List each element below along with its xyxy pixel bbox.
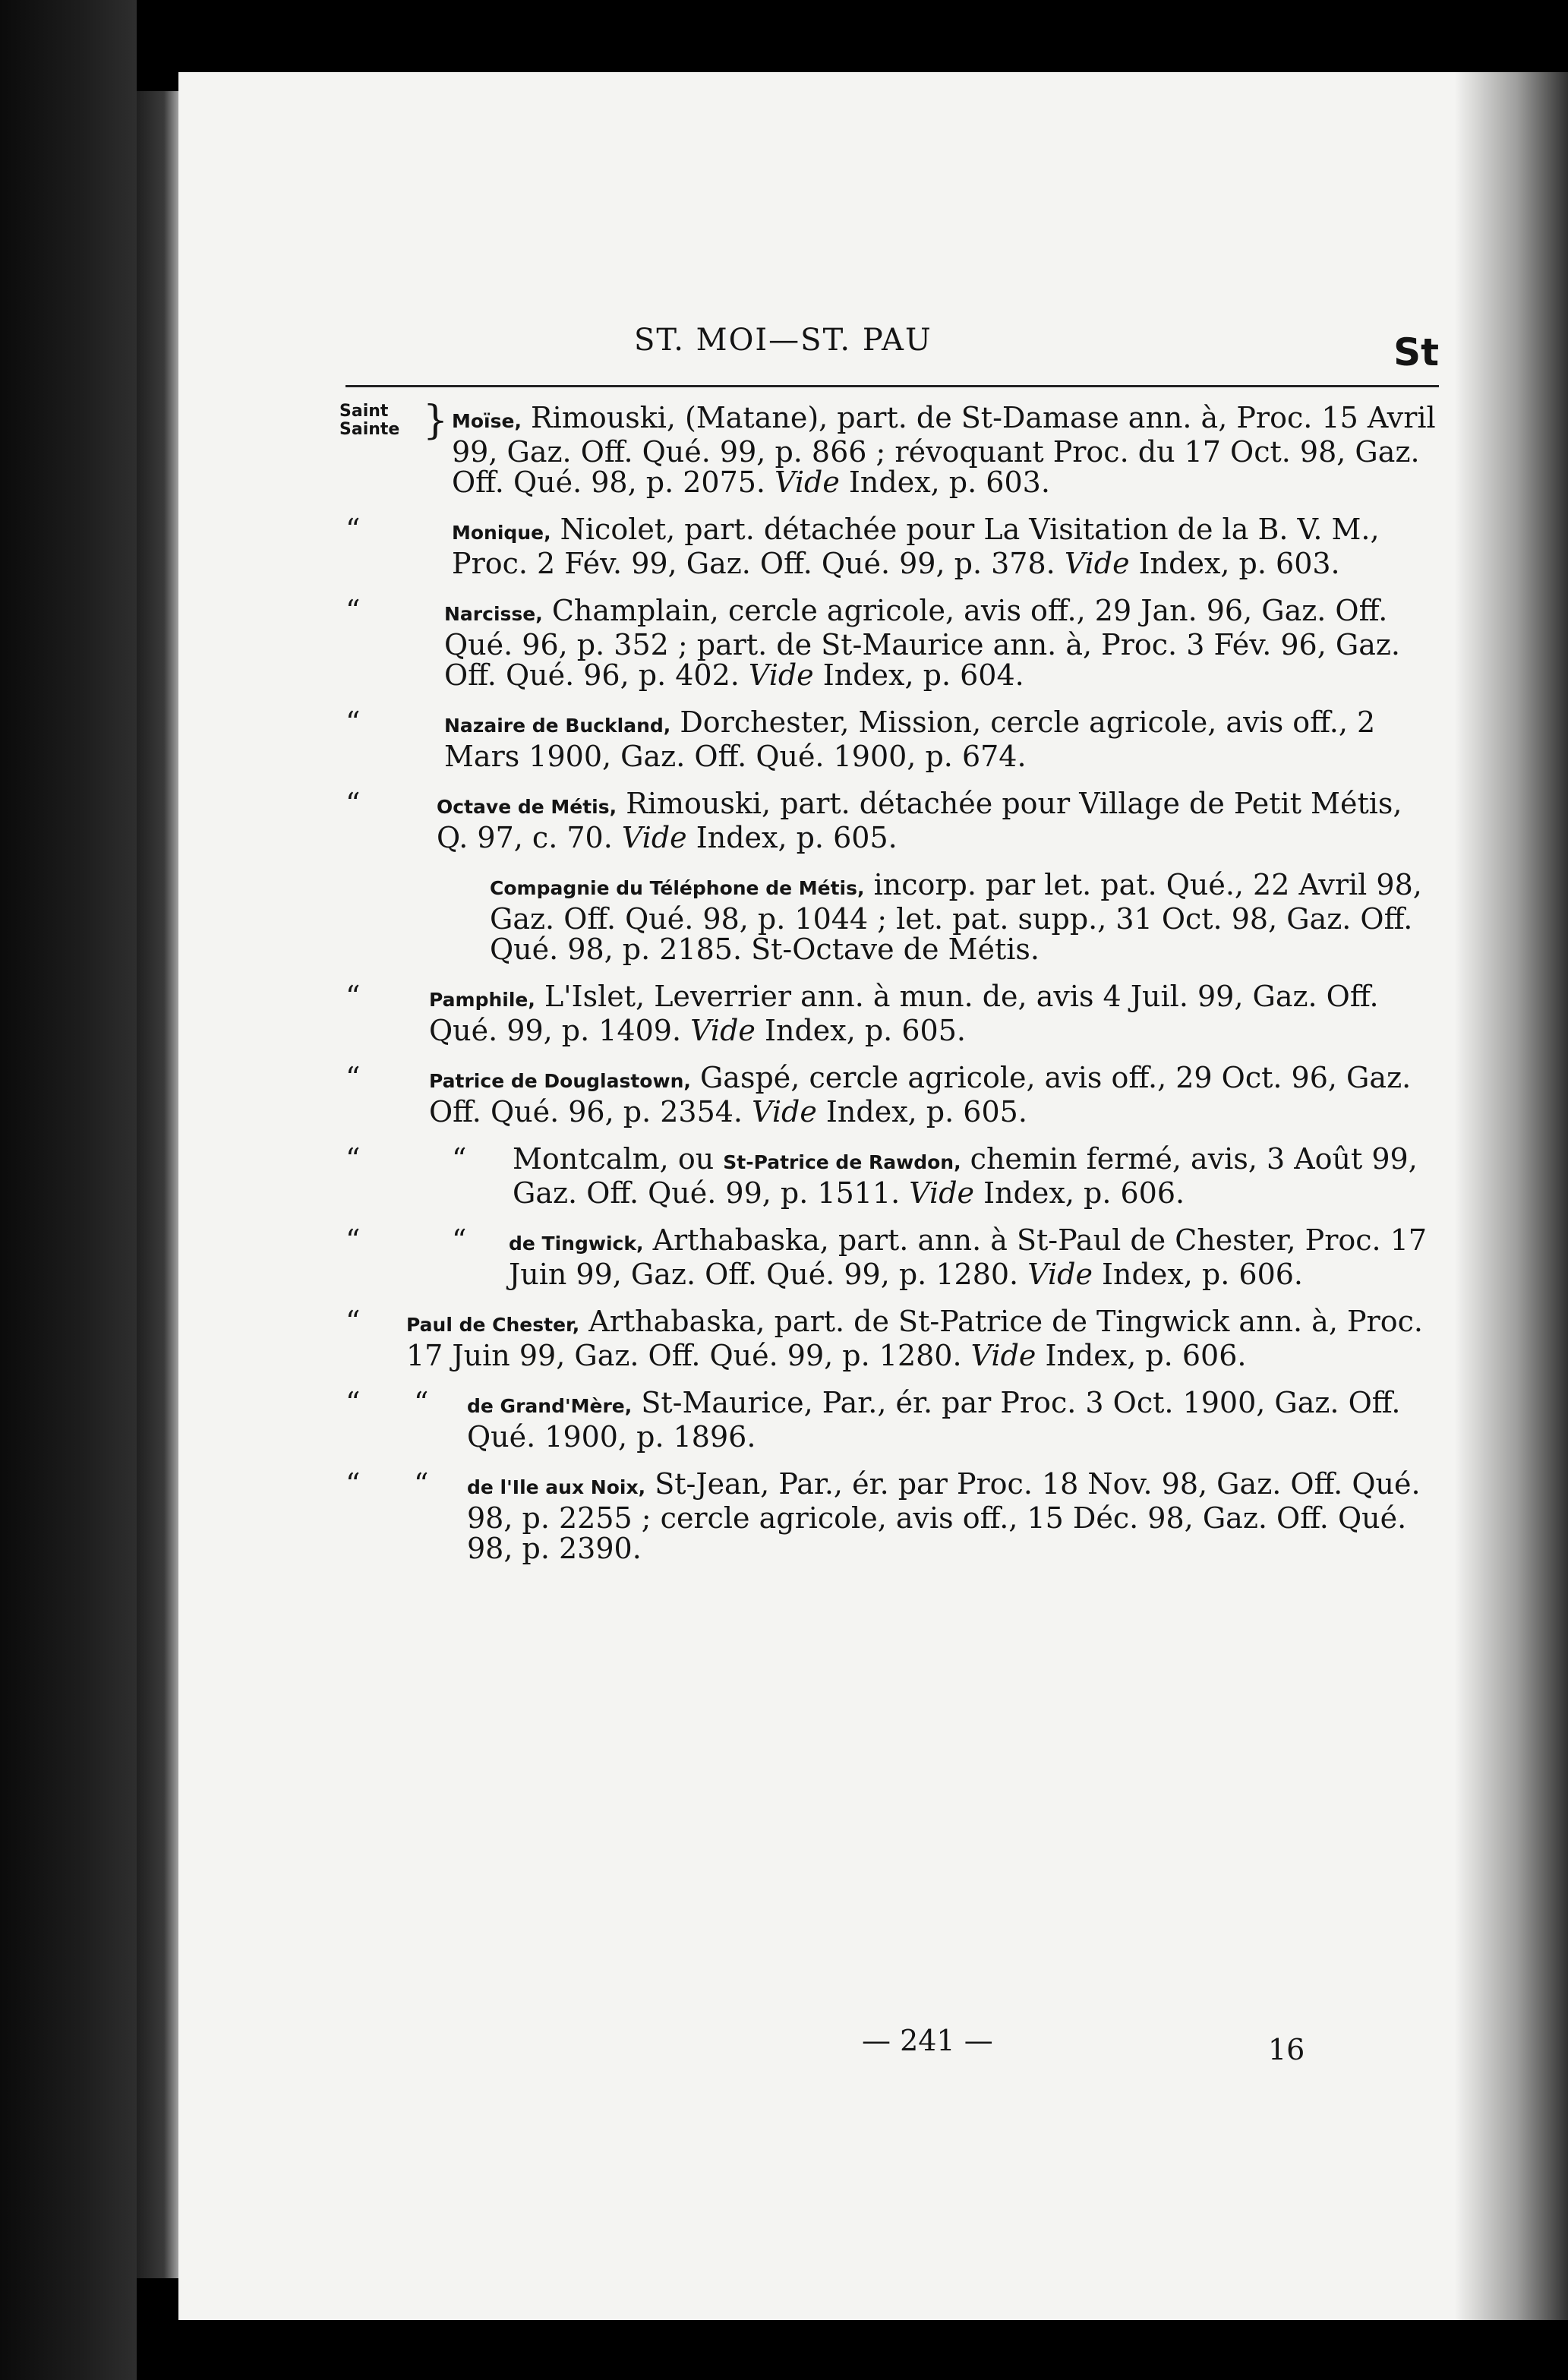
entry-heading: Nazaire de Buckland, [444,715,671,737]
entry-de-tingwick [345,1225,1439,1289]
entry-paul-de-chester [345,1306,1439,1371]
entry-text: incorp. par let. pat. Qué., 22 Avril 98, Gaz. Off. Qué. 98, p. 1044 ; let. pat. supp., 31 Oct. 98, Gaz. Off. Qué. 98, p. 2185. St-Octave de Métis. [490,868,1422,966]
vide-word: Vide [970,1339,1036,1372]
entry-index-ref: Index, p. 606. [1092,1258,1304,1291]
entry-heading: St-Patrice de Rawdon, [723,1151,961,1173]
brace-mark: } [423,398,449,443]
ditto-mark-secondary: “ [414,1467,429,1501]
vide-word: Vide [621,821,687,854]
running-head [345,323,1439,384]
label-saint: Saint [339,402,389,421]
entry-body [509,1225,1439,1289]
entry-body [444,707,1439,772]
entry-text: St-Jean, Par., ér. par Proc. 18 Nov. 98, Gaz. Off. Qué. 98, p. 2255 ; cercle agricole, avis off., 15 Déc. 98, Gaz. Off. Qué. 98, p. 2390. [467,1467,1421,1565]
entry-body [429,981,1439,1046]
entry-text: St-Maurice, Par., ér. par Proc. 3 Oct. 1900, Gaz. Off. Qué. 1900, p. 1896. [467,1386,1401,1454]
ditto-mark: “ [345,513,361,546]
scan-dark-margin [0,0,137,2380]
vide-word: Vide [1027,1258,1093,1291]
entry-body [429,1062,1439,1127]
entry-text: Gaspé, cercle agricole, avis off., 29 Oct. 96, Gaz. Off. Qué. 96, p. 2354. [429,1061,1412,1128]
book-binding-edge [137,91,182,2278]
entry-text: Arthabaska, part. de St-Patrice de Tingwick ann. à, Proc. 17 Juin 99, Gaz. Off. Qué. 99, p. 1280. [406,1305,1423,1372]
entry-text: Champlain, cercle agricole, avis off., 29 Jan. 96, Gaz. Off. Qué. 96, p. 352 ; part. de St-Maurice ann. à, Proc. 3 Fév. 96, Gaz. Off. Qué. 96, p. 402. [444,594,1400,692]
entry-index-ref: Index, p. 603. [839,466,1050,499]
entry-label-saint [339,402,423,439]
ditto-mark-secondary: “ [452,1142,467,1176]
entry-compagnie-telephone [345,870,1439,964]
running-head-letters: St [1393,330,1439,374]
entry-patrice-douglastown [345,1062,1439,1127]
entry-text: Rimouski, (Matane), part. de St-Damase ann. à, Proc. 15 Avril 99, Gaz. Off. Qué. 99, p. 866 ; révoquant Proc. du 17 Oct. 98, Gaz. Off. Qué. 98, p. 2075. [452,401,1436,499]
entry-body [467,1469,1439,1564]
entry-index-ref: Index, p. 605. [755,1014,966,1047]
entry-heading: de l'Ile aux Noix, [467,1476,646,1498]
entry-heading: Monique, [452,522,551,544]
running-head-title: ST. MOI—ST. PAU [634,323,932,358]
ditto-mark: “ [345,1223,361,1257]
ditto-mark: “ [345,1467,361,1501]
ditto-mark: “ [345,1305,361,1338]
ditto-mark: “ [345,705,361,739]
page-edge-shadow [1454,72,1568,2320]
entry-heading: de Tingwick, [509,1233,644,1255]
label-sainte: Sainte [339,420,400,439]
vide-word: Vide [752,1095,817,1128]
entry-text: Dorchester, Mission, cercle agricole, avis off., 2 Mars 1900, Gaz. Off. Qué. 1900, p. 674. [444,705,1376,773]
entry-index-ref: Index, p. 606. [974,1176,1185,1210]
entry-de-grand-mere [345,1387,1439,1452]
entry-text: L'Islet, Leverrier ann. à mun. de, avis 4 Juil. 99, Gaz. Off. Qué. 99, p. 1409. [429,980,1379,1047]
book-page [178,72,1568,2320]
vide-word: Vide [690,1014,756,1047]
header-rule [345,385,1439,387]
ditto-mark: “ [345,1142,361,1176]
entry-heading: de Grand'Mère, [467,1395,633,1417]
entry-monique [345,514,1439,579]
entry-body [437,788,1439,853]
page-number: — 241 — [862,2024,993,2057]
entry-de-l-ile-aux-noix [345,1469,1439,1564]
entry-heading: Octave de Métis, [437,796,617,818]
vide-word: Vide [909,1176,975,1210]
entry-heading: Paul de Chester, [406,1314,580,1336]
entry-body [452,514,1439,579]
entry-narcisse [345,595,1439,690]
entry-pamphile [345,981,1439,1046]
ditto-mark: “ [345,1061,361,1094]
page-footer [345,2024,1439,2069]
ditto-mark: “ [345,594,361,627]
entry-montcalm [345,1144,1439,1208]
vide-word: Vide [748,658,814,692]
entry-heading: Compagnie du Téléphone de Métis, [490,877,865,899]
entry-text: Montcalm, ou [513,1142,724,1176]
entry-body [444,595,1439,690]
vide-word: Vide [1064,547,1130,580]
entry-heading: Narcisse, [444,603,543,625]
entry-body [452,402,1439,497]
entry-text: Arthabaska, part. ann. à St-Paul de Chester, Proc. 17 Juin 99, Gaz. Off. Qué. 99, p. 1280. [509,1223,1428,1291]
sheet-number: 16 [1268,2033,1305,2066]
entry-body [406,1306,1439,1371]
entry-body [467,1387,1439,1452]
entry-text: Nicolet, part. détachée pour La Visitation de la B. V. M., Proc. 2 Fév. 99, Gaz. Off. Qué. 99, p. 378. [452,513,1380,580]
entry-octave [345,788,1439,853]
entry-body [513,1144,1439,1208]
entry-index-ref: Index, p. 603. [1129,547,1340,580]
ditto-mark-secondary: “ [414,1386,429,1419]
entry-heading: Moïse, [452,410,522,432]
vide-word: Vide [775,466,840,499]
entry-heading: Patrice de Douglastown, [429,1070,691,1092]
entry-index-ref: Index, p. 605. [816,1095,1027,1128]
ditto-mark: “ [345,980,361,1013]
ditto-mark-secondary: “ [452,1223,467,1257]
entry-nazaire [345,707,1439,772]
entry-text: Rimouski, part. détachée pour Village de Petit Métis, Q. 97, c. 70. [437,787,1402,854]
entry-text-continued: chemin fermé, avis, 3 Août 99, Gaz. Off. Qué. 99, p. 1511. [513,1142,1418,1210]
entry-body [490,870,1439,964]
entry-moise [339,398,1439,499]
entry-list [339,398,1439,1580]
entry-index-ref: Index, p. 606. [1036,1339,1247,1372]
ditto-mark: “ [345,787,361,820]
entry-heading: Pamphile, [429,989,535,1011]
ditto-mark: “ [345,1386,361,1419]
entry-index-ref: Index, p. 604. [813,658,1024,692]
entry-index-ref: Index, p. 605. [686,821,898,854]
